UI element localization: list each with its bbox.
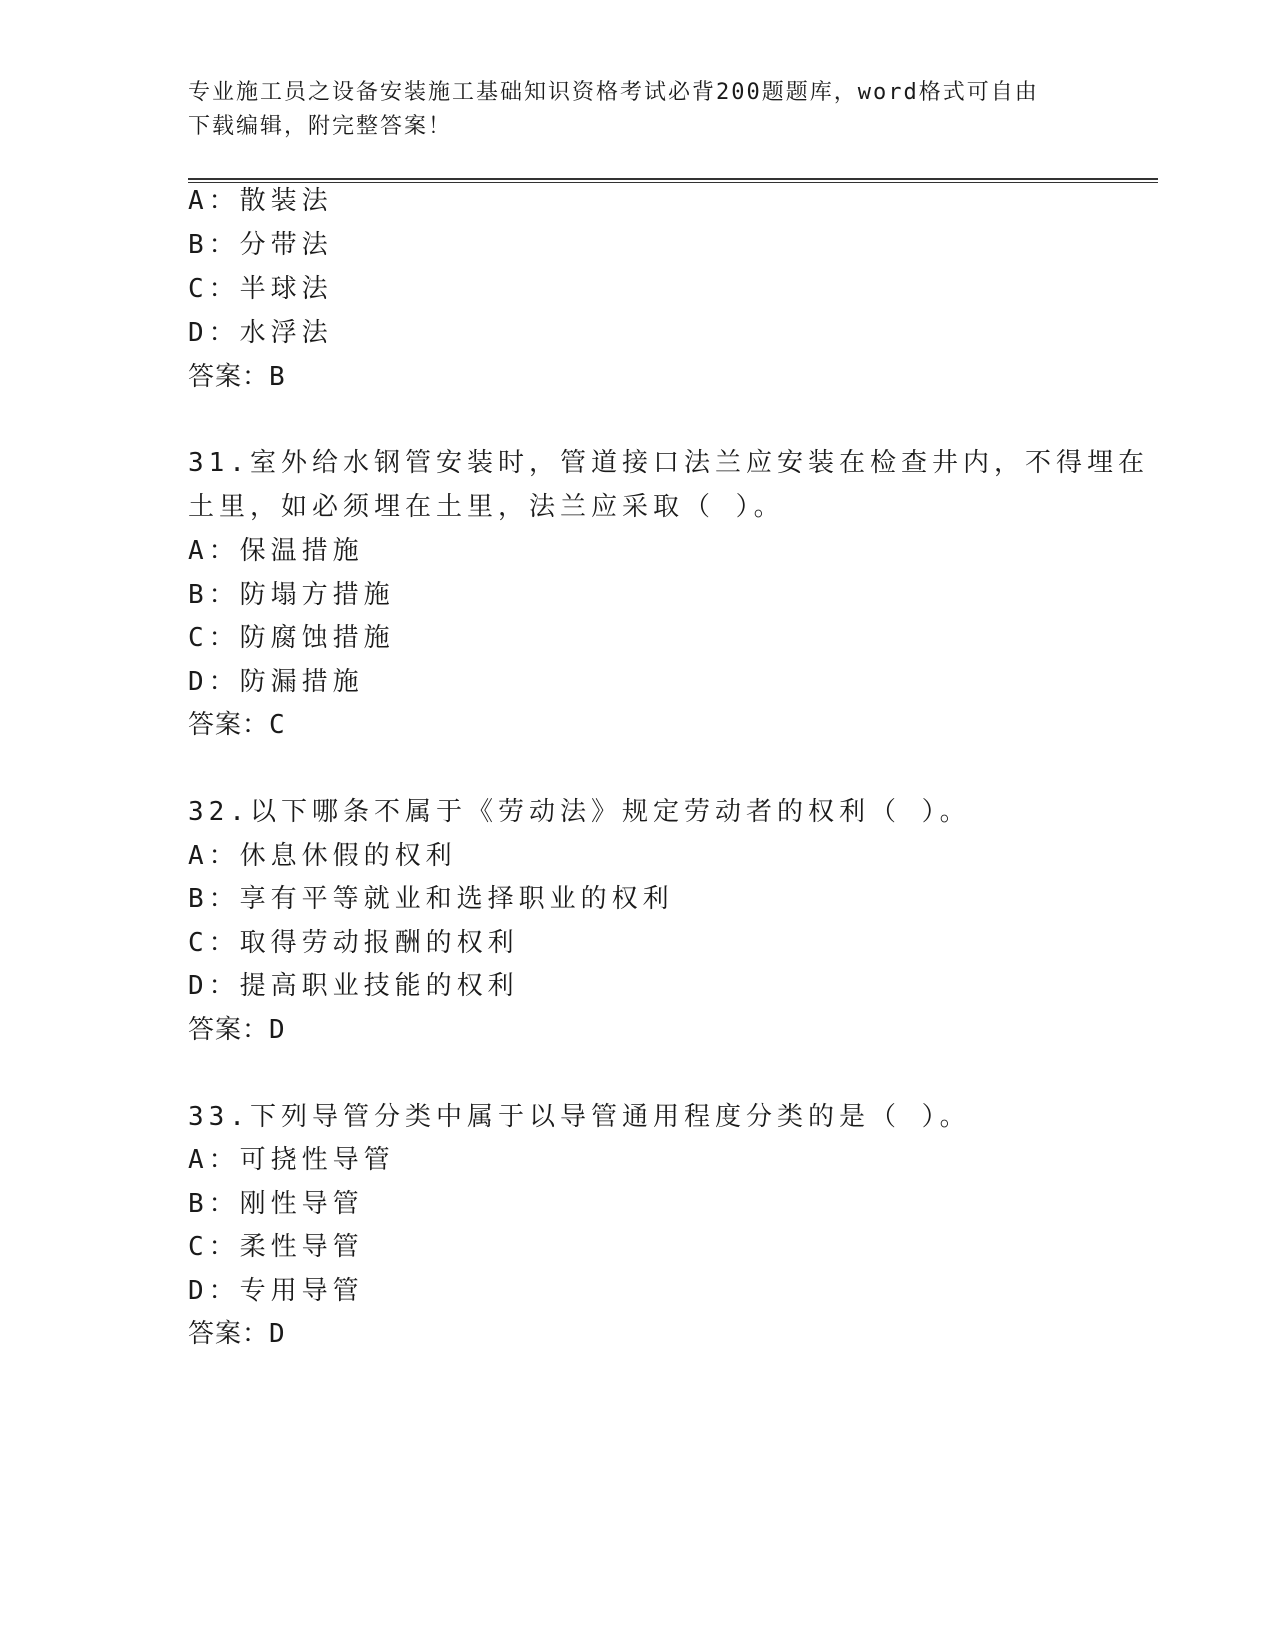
q31-answer: 答案：C <box>188 710 286 740</box>
prev-option-b: B：分带法 <box>188 230 333 260</box>
q33-option-c: C：柔性导管 <box>188 1232 364 1262</box>
q32-option-a: A：休息休假的权利 <box>188 841 457 871</box>
header-divider <box>188 178 1158 183</box>
q33-option-a: A：可挠性导管 <box>188 1145 395 1175</box>
q32-answer: 答案：D <box>188 1015 286 1045</box>
q32-option-c: C：取得劳动报酬的权利 <box>188 928 519 958</box>
header-line-1: 专业施工员之设备安装施工基础知识资格考试必背200题题库，word格式可自由 <box>188 80 1039 105</box>
q31-option-c: C：防腐蚀措施 <box>188 623 395 653</box>
q31-option-a: A：保温措施 <box>188 536 364 566</box>
prev-option-c: C：半球法 <box>188 274 333 304</box>
header-line-2: 下载编辑，附完整答案！ <box>188 114 453 139</box>
prev-answer: 答案：B <box>188 362 286 392</box>
q31-stem-line-2: 土里，如必须埋在土里，法兰应采取（ ）。 <box>188 492 785 522</box>
q33-stem: 33.下列导管分类中属于以导管通用程度分类的是（ ）。 <box>188 1102 971 1132</box>
document-header <box>188 76 1088 144</box>
q31-option-d: D：防漏措施 <box>188 667 364 697</box>
q32-option-b: B：享有平等就业和选择职业的权利 <box>188 884 674 914</box>
q33-answer: 答案：D <box>188 1319 286 1349</box>
prev-option-d: D：水浮法 <box>188 318 333 348</box>
q31-stem-line-1: 31.室外给水钢管安装时，管道接口法兰应安装在检查井内，不得埋在 <box>188 448 1149 478</box>
q33-option-b: B：刚性导管 <box>188 1189 364 1219</box>
q32-option-d: D：提高职业技能的权利 <box>188 971 519 1001</box>
prev-option-a: A：散装法 <box>188 186 333 216</box>
q33-option-d: D：专用导管 <box>188 1276 364 1306</box>
q32-stem: 32.以下哪条不属于《劳动法》规定劳动者的权利（ ）。 <box>188 797 971 827</box>
q31-option-b: B：防塌方措施 <box>188 580 395 610</box>
